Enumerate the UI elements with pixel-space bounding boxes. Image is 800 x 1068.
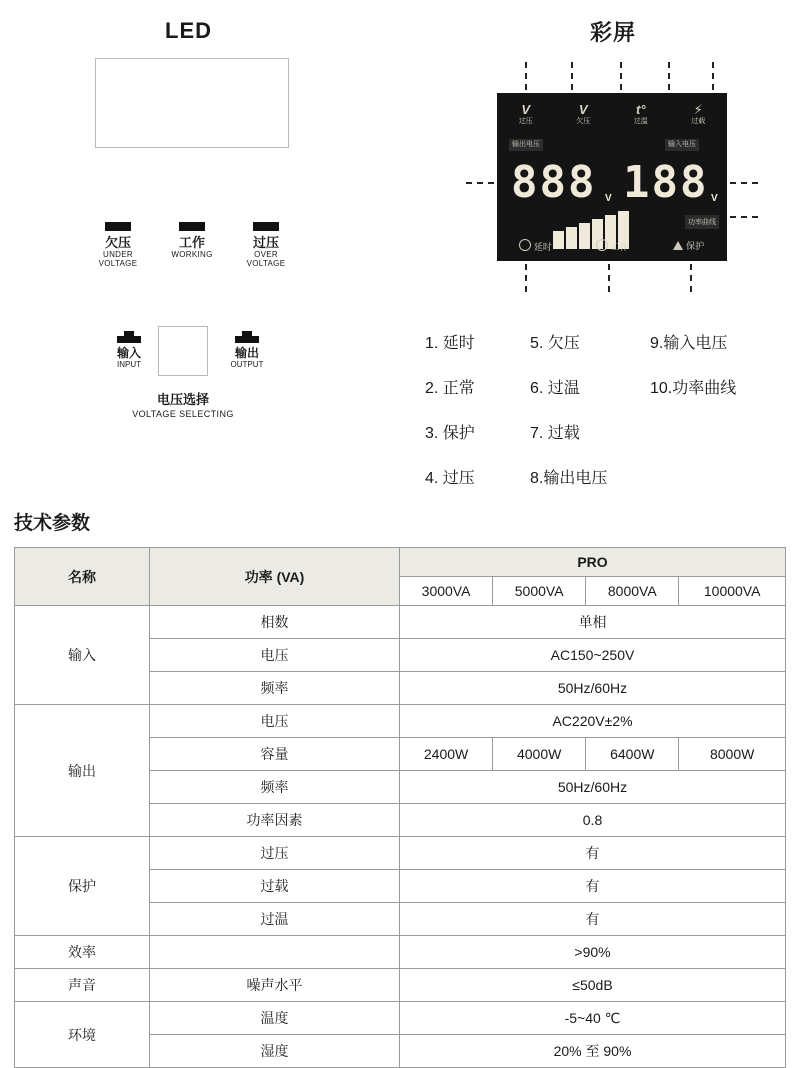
lcd-top-icons [497,103,727,126]
lcd-icon-over-temp: t° 过温 [633,102,648,125]
input-label-cn: 输入 [116,346,141,360]
row-value-merged: AC150~250V [400,639,786,672]
legend-item: 8.输出电压 [530,470,608,487]
lcd-status-protect: 保护 [650,239,727,253]
row-value-merged: 单相 [400,606,786,639]
row-item-label [150,936,400,969]
led-indicator-working [157,222,227,259]
row-group-label: 声音 [15,969,150,1002]
row-item-label: 频率 [150,771,400,804]
callout-line [608,264,610,292]
color-screen-section-title: 彩屏 [590,20,637,45]
legend-item: 5. 欠压 [530,335,580,352]
clock-icon [519,239,531,251]
model-cell: 8000VA [586,577,679,606]
indicator-label-en1: OVER [254,250,278,259]
col-header-power: 功率 (VA) [150,548,400,606]
row-item-label: 湿度 [150,1035,400,1068]
row-item-label: 过温 [150,903,400,936]
row-value-merged: 有 [400,837,786,870]
legend-item: 2. 正常 [425,380,475,397]
lcd-output-voltage-value: 888 [511,157,597,208]
input-socket [100,336,158,370]
indicator-label-cn: 工作 [178,235,205,250]
callout-line [668,62,670,90]
legend-item: 3. 保护 [425,425,475,442]
row-value-merged: 20% 至 90% [400,1035,786,1068]
lcd-power-curve-tag: 功率曲线 [685,215,719,229]
indicator-bar-icon [179,222,205,231]
voltage-select-en: VOLTAGE SELECTING [132,409,234,419]
indicator-label-en1: UNDER [103,250,133,259]
lcd-legend-list [425,330,795,488]
legend-item: 10.功率曲线 [650,380,737,397]
output-label-en: OUTPUT [230,360,264,369]
callout-line [571,62,573,90]
col-header-pro: PRO [400,548,786,577]
lcd-icon-under-voltage: V 欠压 [576,102,591,125]
indicator-bar-icon [105,222,131,231]
row-item-label: 频率 [150,672,400,705]
output-label-cn: 输出 [234,346,259,360]
callout-line [712,62,714,90]
input-label-en: INPUT [117,360,141,369]
row-group-label: 效率 [15,936,150,969]
row-group-label: 保护 [15,837,150,936]
row-value: 2400W [400,738,493,771]
row-item-label: 过载 [150,870,400,903]
product-panel-illustration [0,0,800,487]
row-group-label: 输出 [15,705,150,837]
led-display-area [95,58,289,148]
row-item-label: 电压 [150,705,400,738]
legend-item: 4. 过压 [425,470,475,487]
lcd-input-unit: V [711,193,718,204]
output-socket [218,336,276,370]
voltage-selecting-label [118,392,248,420]
callout-line [525,62,527,90]
legend-item: 6. 过温 [530,380,580,397]
row-item-label: 噪声水平 [150,969,400,1002]
legend-item: 7. 过载 [530,425,580,442]
callout-line [690,264,692,292]
row-item-label: 温度 [150,1002,400,1035]
lcd-input-voltage-value: 188 [623,157,709,208]
row-value-merged: ≤50dB [400,969,786,1002]
spec-table [14,547,786,1068]
model-cell: 10000VA [679,577,786,606]
indicator-bar-icon [253,222,279,231]
legend-item: 9.输入电压 [650,335,728,352]
gear-icon [596,239,608,251]
callout-line [730,182,758,184]
lcd-icon-over-voltage: V 过压 [518,102,533,125]
table-row [15,936,786,969]
lcd-output-unit: V [605,193,612,204]
spec-section-title: 技术参数 [14,513,91,534]
indicator-label-cn: 过压 [252,235,279,250]
lcd-status-delay: 延时 [497,239,574,253]
row-value-merged: 50Hz/60Hz [400,672,786,705]
row-item-label: 功率因素 [150,804,400,837]
callout-line [730,216,758,218]
table-row [15,1002,786,1035]
col-header-name: 名称 [15,548,150,606]
lcd-bottom-status [497,239,727,253]
row-group-label: 输入 [15,606,150,705]
row-value: 6400W [586,738,679,771]
voltage-select-cn: 电压选择 [156,392,209,407]
led-indicator-under-voltage [83,222,153,268]
voltage-selector-switch [158,326,208,376]
lcd-input-voltage-tag: 输入电压 [665,139,699,151]
row-value-merged: -5~40 ℃ [400,1002,786,1035]
row-group-label: 环境 [15,1002,150,1068]
indicator-label-en2: VOLTAGE [98,259,138,268]
indicator-label-en2: VOLTAGE [246,259,286,268]
warning-icon [673,241,683,250]
socket-icon [117,336,141,343]
table-row [15,837,786,870]
row-value-merged: AC220V±2% [400,705,786,738]
row-item-label: 容量 [150,738,400,771]
indicator-label-cn: 欠压 [104,235,131,250]
row-item-label: 电压 [150,639,400,672]
led-section-title: LED [165,18,212,43]
legend-item: 1. 延时 [425,335,475,352]
row-item-label: 过压 [150,837,400,870]
indicator-label-en1: WORKING [171,250,213,259]
table-row [15,969,786,1002]
row-value-merged: >90% [400,936,786,969]
row-value-merged: 0.8 [400,804,786,837]
lcd-status-working: 工作 [574,239,651,253]
legend-item [650,420,790,443]
row-value: 8000W [679,738,786,771]
row-value-merged: 有 [400,903,786,936]
lcd-output-voltage-tag: 输出电压 [509,139,543,151]
table-header-row [15,548,786,577]
model-cell: 3000VA [400,577,493,606]
lcd-icon-overload: ⚡ 过载 [691,102,706,125]
row-value-merged: 50Hz/60Hz [400,771,786,804]
callout-line [466,182,494,184]
callout-line [620,62,622,90]
color-lcd-display [497,93,727,261]
row-value-merged: 有 [400,870,786,903]
row-item-label: 相数 [150,606,400,639]
led-indicator-over-voltage [231,222,301,268]
socket-icon [235,336,259,343]
row-value: 4000W [493,738,586,771]
model-cell: 5000VA [493,577,586,606]
callout-line [525,264,527,292]
table-row [15,705,786,738]
legend-item [650,465,790,488]
table-row [15,606,786,639]
